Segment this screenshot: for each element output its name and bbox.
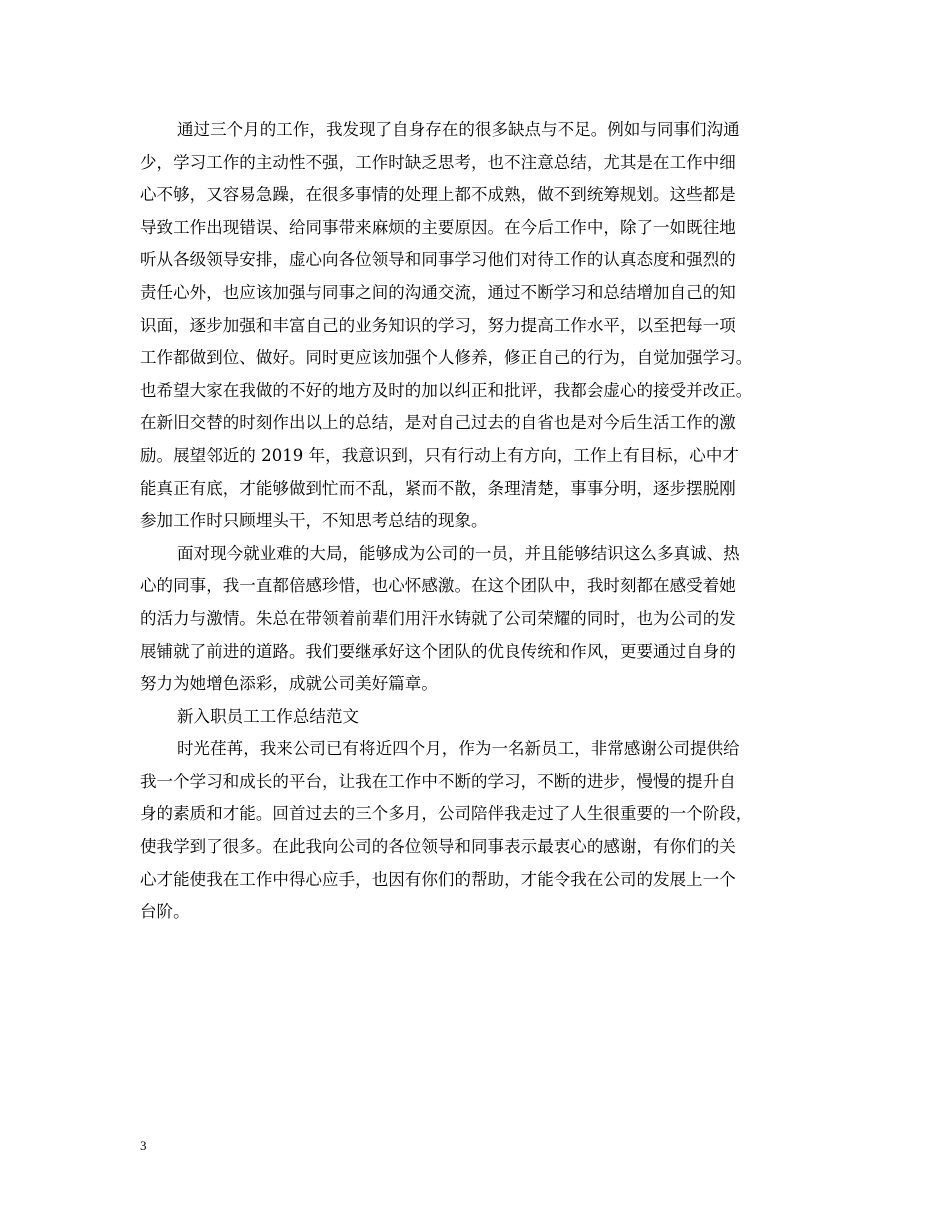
page-number: 3 (140, 1138, 147, 1153)
document-body (140, 114, 823, 929)
text-line: 台阶。 (140, 902, 190, 922)
text-line: 工作都做到位、做好。同时更应该加强个人修养，修正自己的行为，自觉加强学习。 (140, 348, 753, 368)
text-line: 展铺就了前进的道路。我们要继承好这个团队的优良传统和作风，更要通过自身的 (140, 641, 736, 661)
text-line: 心的同事，我一直都倍感珍惜，也心怀感激。在这个团队中，我时刻都在感受着她 (140, 576, 736, 596)
text-line: 时光荏苒，我来公司已有将近四个月，作为一名新员工，非常感谢公司提供给 (177, 739, 740, 759)
text-line: 努力为她增色添彩，成就公司美好篇章。 (140, 674, 438, 694)
text-line: 能真正有底，才能够做到忙而不乱，紧而不散，条理清楚，事事分明，逐步摆脱刚 (140, 478, 736, 498)
text-line: 心才能使我在工作中得心应手，也因有你们的帮助，才能令我在公司的发展上一个 (140, 869, 736, 889)
text-line: 使我学到了很多。在此我向公司的各位领导和同事表示最衷心的感谢，有你们的关 (140, 837, 736, 857)
text-line: 在新旧交替的时刻作出以上的总结，是对自己过去的自省也是对今后生活工作的激 (140, 413, 736, 433)
text-line: 参加工作时只顾埋头干，不知思考总结的现象。 (140, 511, 488, 531)
text-line: 也希望大家在我做的不好的地方及时的加以纠正和批评，我都会虚心的接受并改正。 (140, 380, 753, 400)
text-line: 导致工作出现错误、给同事带来麻烦的主要原因。在今后工作中，除了一如既往地 (140, 217, 736, 237)
text-line: 责任心外，也应该加强与同事之间的沟通交流，通过不断学习和总结增加自己的知 (140, 282, 736, 302)
text-line: 通过三个月的工作，我发现了自身存在的很多缺点与不足。例如与同事们沟通 (177, 120, 740, 139)
text-line: 识面，逐步加强和丰富自己的业务知识的学习，努力提高工作水平，以至把每一项 (140, 315, 736, 335)
text-line: 的活力与激情。朱总在带领着前辈们用汗水铸就了公司荣耀的同时，也为公司的发 (140, 608, 736, 628)
text-line: 心不够，又容易急躁，在很多事情的处理上都不成熟，做不到统筹规划。这些都是 (140, 185, 736, 205)
text-line: 我一个学习和成长的平台，让我在工作中不断的学习，不断的进步，慢慢的提升自 (140, 771, 736, 791)
text-line: 励。展望邻近的 2019 年，我意识到，只有行动上有方向，工作上有目标，心中才 (140, 445, 739, 465)
text-line: 少，学习工作的主动性不强，工作时缺乏思考，也不注意总结，尤其是在工作中细 (140, 152, 736, 172)
text-line: 新入职员工工作总结范文 (177, 706, 360, 726)
text-line: 面对现今就业难的大局，能够成为公司的一员，并且能够结识这么多真诚、热 (177, 543, 740, 563)
text-line: 听从各级领导安排，虚心向各位领导和同事学习他们对待工作的认真态度和强烈的 (140, 250, 736, 270)
text-line: 身的素质和才能。回首过去的三个多月，公司陪伴我走过了人生很重要的一个阶段， (140, 804, 753, 824)
